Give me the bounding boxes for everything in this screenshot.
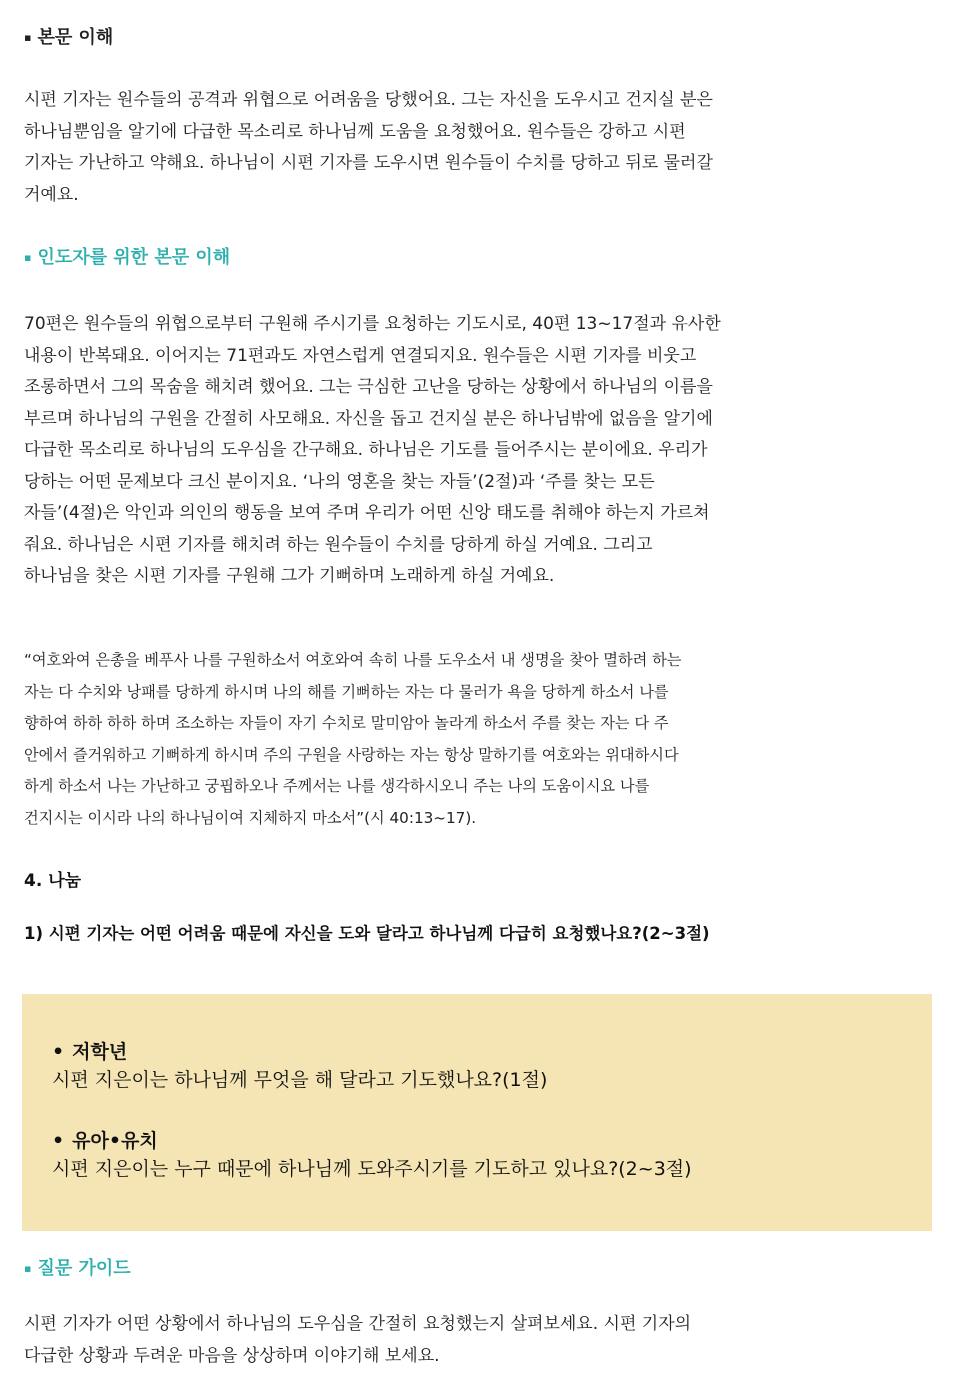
- quote-line: 안에서 즐거워하고 기뻐하게 하시며 주의 구원을 사랑하는 자는 항상 말하기를 여호와는 위대하시다: [24, 745, 679, 764]
- group-label: [52, 1127, 692, 1155]
- bullet-icon: •: [52, 1041, 65, 1063]
- paragraph-line: 다급한 목소리로 하나님의 도우심을 간구해요. 하나님은 기도를 들어주시는 분이에요. 우리가: [24, 440, 708, 460]
- lower-grades-group: [52, 1038, 547, 1094]
- group-label: [52, 1038, 547, 1066]
- paragraph-line: 다급한 상황과 두려운 마음을 상상하며 이야기해 보세요.: [24, 1345, 440, 1366]
- quote-line: “여호와여 은총을 베푸사 나를 구원하소서 여호와여 속히 나를 도우소서 내 생명을 찾아 멸하려 하는: [24, 651, 682, 669]
- paragraph-line: 70편은 원수들의 위협으로부터 구원해 주시기를 요청하는 기도시로, 40편 13~17절과 유사한: [24, 314, 721, 334]
- leader-understanding-paragraph: [24, 309, 924, 593]
- section-heading-leader-understanding: [24, 246, 230, 270]
- heading-label: 질문 가이드: [37, 1258, 131, 1279]
- question-guide-paragraph: [24, 1309, 924, 1372]
- quote-line: 하게 하소서 나는 가난하고 궁핍하오나 주께서는 나를 생각하시오니 주는 나의 도움이시요 나를: [24, 777, 650, 795]
- heading-label: 본문 이해: [37, 27, 114, 48]
- text-understanding-paragraph: [24, 85, 924, 211]
- heading-marker-icon: ▪: [24, 31, 32, 44]
- heading-marker-icon: ▪: [24, 1262, 32, 1275]
- scripture-quote: [24, 645, 924, 834]
- paragraph-line: 하나님뿐임을 알기에 다급한 목소리로 하나님께 도움을 요청했어요. 원수들은 강하고 시편: [24, 121, 686, 142]
- group-label-text: 저학년: [72, 1041, 128, 1063]
- age-group-questions-box: [22, 994, 932, 1231]
- sharing-section-title: 4. 나눔: [24, 871, 82, 891]
- group-question-text: 시편 지은이는 하나님께 무엇을 해 달라고 기도했나요?(1절): [52, 1069, 548, 1091]
- paragraph-line: 거예요.: [24, 184, 79, 205]
- paragraph-line: 하나님을 찾은 시편 기자를 구원해 그가 기뻐하며 노래하게 하실 거예요.: [24, 566, 555, 586]
- paragraph-line: 조롱하면서 그의 목숨을 해치려 했어요. 그는 극심한 고난을 당하는 상황에서 하나님의 이름을: [24, 377, 713, 397]
- preschool-group: [52, 1127, 692, 1183]
- heading-label: 인도자를 위한 본문 이해: [37, 247, 231, 268]
- group-question-text: 시편 지은이는 누구 때문에 하나님께 도와주시기를 기도하고 있나요?(2~3절): [52, 1158, 692, 1180]
- paragraph-line: 당하는 어떤 문제보다 크신 분이지요. ‘나의 영혼을 찾는 자들’(2절)과 ‘주를 찾는 모든: [24, 471, 655, 492]
- paragraph-line: 줘요. 하나님은 시편 기자를 해치려 하는 원수들이 수치를 당하게 하실 거예요. 그리고: [24, 534, 653, 555]
- paragraph-line: 기자는 가난하고 약해요. 하나님이 시편 기자를 도우시면 원수들이 수치를 당하고 뒤로 물러갈: [24, 153, 713, 173]
- heading-marker-icon: ▪: [24, 251, 32, 264]
- paragraph-line: 자들’(4절)은 악인과 의인의 행동을 보여 주며 우리가 어떤 신앙 태도를 취해야 하는지 가르쳐: [24, 503, 710, 523]
- section-heading-text-understanding: [24, 26, 113, 50]
- question-1: 1) 시편 기자는 어떤 어려움 때문에 자신을 도와 달라고 하나님께 다급히 요청했나요?(2~3절): [24, 924, 710, 943]
- paragraph-line: 내용이 반복돼요. 이어지는 71편과도 자연스럽게 연결되지요. 원수들은 시편 기자를 비웃고: [24, 345, 697, 366]
- paragraph-line: 부르며 하나님의 구원을 간절히 사모해요. 자신을 돕고 건지실 분은 하나님밖에 없음을 알기에: [24, 408, 713, 429]
- section-heading-question-guide: [24, 1257, 131, 1281]
- paragraph-line: 시편 기자가 어떤 상황에서 하나님의 도우심을 간절히 요청했는지 살펴보세요. 시편 기자의: [24, 1314, 692, 1334]
- quote-line: 자는 다 수치와 낭패를 당하게 하시며 나의 해를 기뻐하는 자는 다 물러가 욕을 당하게 하소서 나를: [24, 682, 669, 701]
- quote-line: 건지시는 이시라 나의 하나님이여 지체하지 마소서”(시 40:13~17).: [24, 808, 477, 827]
- group-label-text: 유아•유치: [72, 1130, 158, 1152]
- paragraph-line: 시편 기자는 원수들의 공격과 위협으로 어려움을 당했어요. 그는 자신을 도우시고 건지실 분은: [24, 90, 713, 110]
- quote-line: 향하여 하하 하하 하며 조소하는 자들이 자기 수치로 말미암아 놀라게 하소서 주를 찾는 자는 다 주: [24, 714, 669, 732]
- bullet-icon: •: [52, 1130, 65, 1152]
